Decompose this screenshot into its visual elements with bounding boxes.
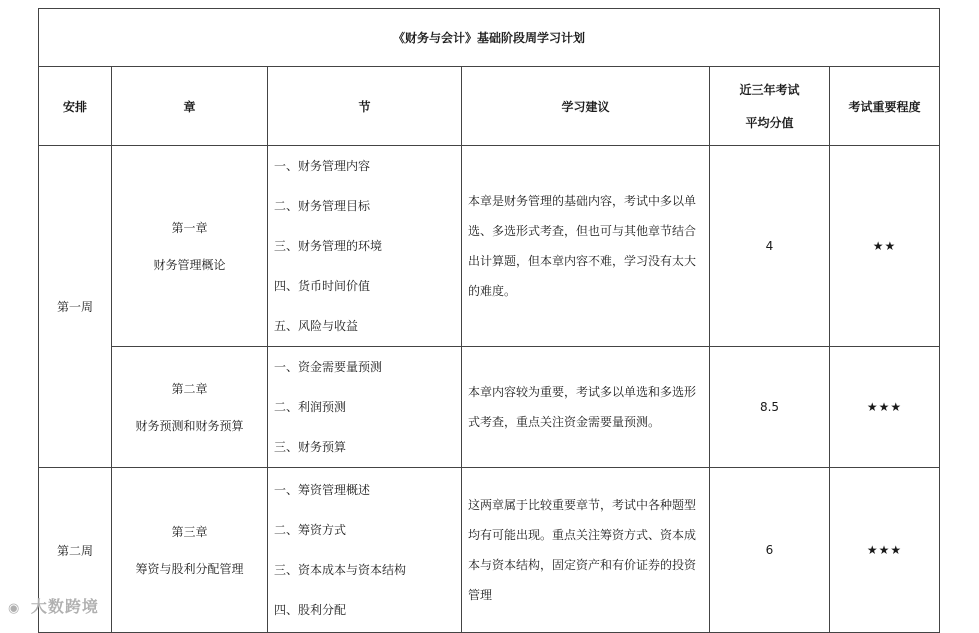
section-item: 二、筹资方式 <box>274 523 347 537</box>
section-item: 一、资金需要量预测 <box>274 360 383 374</box>
section-item: 一、财务管理内容 <box>274 159 371 173</box>
score-value: 8.5 <box>710 347 830 468</box>
section-item: 一、筹资管理概述 <box>274 483 371 497</box>
header-score <box>710 67 830 146</box>
section-item: 二、利润预测 <box>274 400 347 414</box>
table-row <box>39 468 940 633</box>
section-item: 三、财务管理的环境 <box>274 239 383 253</box>
chapter-name: 财务管理概论 <box>153 258 226 272</box>
section-list <box>268 347 462 468</box>
week-label: 第二周 <box>39 468 112 633</box>
header-row <box>39 67 940 146</box>
chapter-number: 第三章 <box>171 525 208 539</box>
watermark <box>8 594 99 617</box>
chapter-cell <box>112 146 268 347</box>
section-item: 二、财务管理目标 <box>274 199 371 213</box>
table-title: 《财务与会计》基础阶段周学习计划 <box>39 9 940 67</box>
section-list <box>268 146 462 347</box>
importance-stars: ★★★ <box>830 468 940 633</box>
importance-stars: ★★ <box>830 146 940 347</box>
week-label: 第一周 <box>39 146 112 468</box>
table-row <box>39 347 940 468</box>
watermark-text: 大数跨境 <box>30 597 99 616</box>
section-item: 四、股利分配 <box>274 603 347 617</box>
chapter-name: 筹资与股利分配管理 <box>135 562 244 576</box>
header-arrange: 安排 <box>39 67 112 146</box>
header-section: 节 <box>268 67 462 146</box>
header-score-line2: 平均分值 <box>745 116 794 130</box>
section-item: 三、资本成本与资本结构 <box>274 563 407 577</box>
header-importance: 考试重要程度 <box>830 67 940 146</box>
header-chapter: 章 <box>112 67 268 146</box>
chapter-cell <box>112 347 268 468</box>
study-plan-table <box>38 8 940 633</box>
advice-text: 本章是财务管理的基础内容，考试中多以单选、多选形式考查，但也可与其他章节结合出计算题，但本章内容不难，学习没有太大的难度。 <box>462 146 710 347</box>
chapter-name: 财务预测和财务预算 <box>135 419 244 433</box>
advice-text: 本章内容较为重要，考试多以单选和多选形式考查，重点关注资金需要量预测。 <box>462 347 710 468</box>
header-advice: 学习建议 <box>462 67 710 146</box>
advice-text: 这两章属于比较重要章节，考试中各种题型均有可能出现。重点关注筹资方式、资本成本与资本结构，固定资产和有价证券的投资管理 <box>462 468 710 633</box>
section-list <box>268 468 462 633</box>
chapter-number: 第二章 <box>171 382 208 396</box>
weibo-icon: ◉ <box>8 601 21 616</box>
chapter-cell <box>112 468 268 633</box>
header-score-line1: 近三年考试 <box>739 83 800 97</box>
score-value: 6 <box>710 468 830 633</box>
table-row <box>39 146 940 347</box>
score-value: 4 <box>710 146 830 347</box>
section-item: 五、风险与收益 <box>274 319 359 333</box>
section-item: 四、货币时间价值 <box>274 279 371 293</box>
chapter-number: 第一章 <box>171 221 208 235</box>
importance-stars: ★★★ <box>830 347 940 468</box>
section-item: 三、财务预算 <box>274 440 347 454</box>
